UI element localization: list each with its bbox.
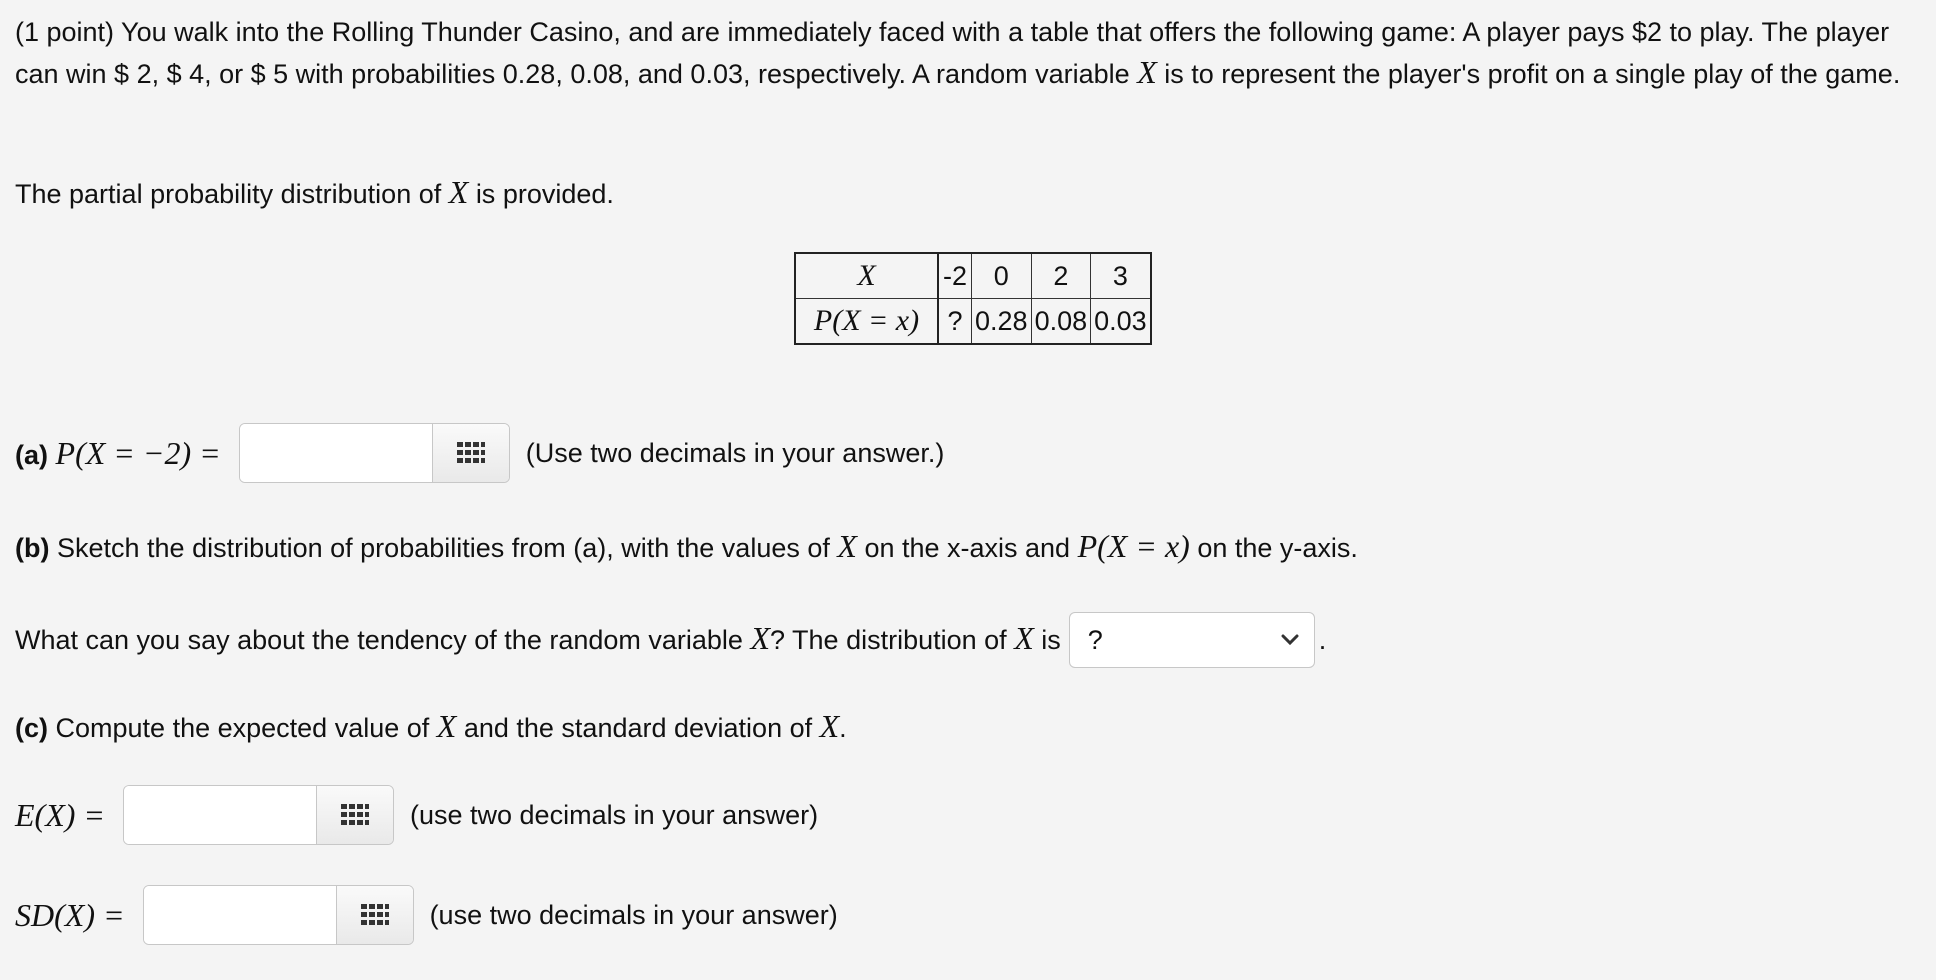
expected-value-row <box>15 785 818 845</box>
chevron-down-icon <box>1280 633 1300 647</box>
keypad-grid-icon <box>360 903 390 927</box>
part-c-text2: and the standard deviation of <box>463 713 813 743</box>
select-value: ? <box>1087 625 1103 655</box>
part-a-input-group <box>239 423 510 483</box>
header-x-text: X <box>857 259 876 292</box>
part-c-tag: (c) <box>15 713 48 743</box>
partial-variable: X <box>448 174 469 210</box>
part-a-expression: P(X = −2) = <box>55 434 221 471</box>
header-p-text: P(X = x) <box>813 304 920 337</box>
part-a-keypad-button[interactable] <box>432 424 509 482</box>
distribution-shape-select[interactable] <box>1069 612 1315 668</box>
probability-distribution-table <box>794 252 1152 345</box>
standard-deviation-input-group <box>143 885 414 945</box>
part-c-text3: . <box>839 713 847 743</box>
part-c-variable2: X <box>819 708 840 744</box>
partial-text: The partial probability distribution of <box>15 179 442 209</box>
part-c-variable: X <box>436 708 457 744</box>
part-a-tag: (a) <box>15 439 48 470</box>
expected-value-keypad-button[interactable] <box>316 786 393 844</box>
table-cell: -2 <box>938 253 972 299</box>
intro-text: (1 point) You walk into the Rolling Thunder Casino, and are immediately faced with a table that offers the following game: A player pays $2 to play. The player can win $ 2, $ 4, or $ 5 with probabilities 0.28, 0.08, and 0.03, respectively. A random variable <box>15 17 1890 89</box>
intro-text-end: is to represent the player's profit on a single play of the game. <box>1164 59 1901 89</box>
part-b-variable: X <box>837 528 857 564</box>
part-b-tag: (b) <box>15 533 50 563</box>
tendency-text3: is <box>1041 625 1061 656</box>
tendency-text2: ? The distribution of <box>770 625 1007 656</box>
keypad-grid-icon <box>340 803 370 827</box>
keypad-grid-icon <box>456 441 486 465</box>
intro-variable: X <box>1137 54 1157 90</box>
table-header-p <box>795 299 938 345</box>
table-header-x <box>795 253 938 299</box>
expected-value-hint: (use two decimals in your answer) <box>410 799 819 830</box>
part-b-text <box>15 526 1925 568</box>
tendency-text1: What can you say about the tendency of the random variable <box>15 625 743 656</box>
part-c-text <box>15 706 1925 748</box>
standard-deviation-label <box>15 897 125 934</box>
part-a-row <box>15 423 944 483</box>
table-row-x <box>795 253 1151 299</box>
problem-intro <box>15 12 1925 94</box>
tendency-variable: X <box>750 620 771 657</box>
partial-distribution-text <box>15 172 1925 214</box>
ex-expression: E(X) = <box>15 796 105 833</box>
part-b-text2: on the x-axis and <box>864 533 1071 563</box>
sd-expression: SD(X) = <box>15 896 125 933</box>
table-cell: 2 <box>1031 253 1091 299</box>
table-row-p <box>795 299 1151 345</box>
partial-text-end: is provided. <box>475 179 614 209</box>
table-cell: 0.28 <box>972 299 1032 345</box>
expected-value-label <box>15 797 105 834</box>
part-c-text1: Compute the expected value of <box>55 713 430 743</box>
part-a-hint: (Use two decimals in your answer.) <box>525 437 945 468</box>
tendency-variable2: X <box>1014 620 1034 657</box>
tendency-question <box>15 614 1925 670</box>
part-b-text1: Sketch the distribution of probabilities from (a), with the values of <box>57 533 830 563</box>
part-b-text3: on the y-axis. <box>1197 533 1358 563</box>
table-cell: 0.03 <box>1091 299 1151 345</box>
standard-deviation-row <box>15 885 838 945</box>
standard-deviation-input[interactable] <box>144 886 336 944</box>
expected-value-input-group <box>123 785 394 845</box>
part-a-label <box>15 435 221 472</box>
part-a-answer-input[interactable] <box>240 424 432 482</box>
table-cell: 0 <box>972 253 1032 299</box>
standard-deviation-keypad-button[interactable] <box>336 886 413 944</box>
expected-value-input[interactable] <box>124 786 316 844</box>
table-cell: 3 <box>1091 253 1151 299</box>
tendency-end: . <box>1318 625 1327 656</box>
table-cell: ? <box>938 299 972 345</box>
table-cell: 0.08 <box>1031 299 1091 345</box>
standard-deviation-hint: (use two decimals in your answer) <box>429 899 838 930</box>
part-b-expression: P(X = x) <box>1077 528 1190 564</box>
